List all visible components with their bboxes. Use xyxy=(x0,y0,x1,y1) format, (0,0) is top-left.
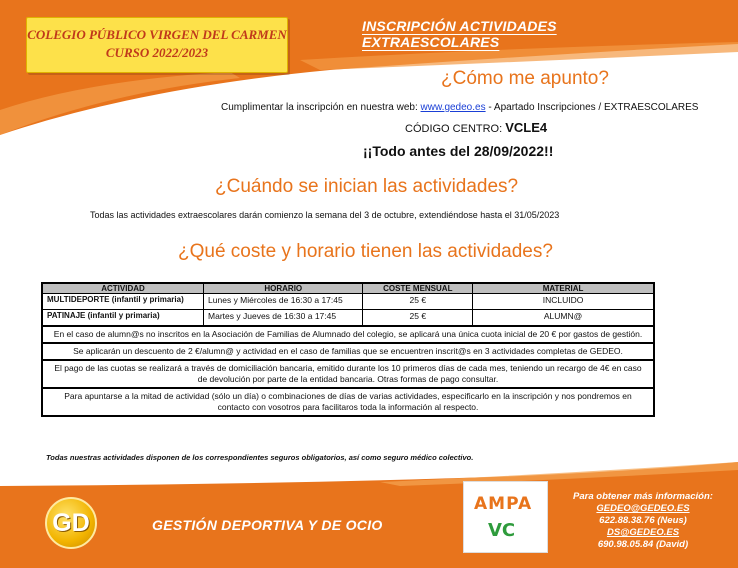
col-header-horario: HORARIO xyxy=(204,283,363,294)
table-note-row xyxy=(42,388,654,416)
cell-horario: Lunes y Miércoles de 16:30 a 17:45 xyxy=(204,294,363,310)
cell-material: ALUMN@ xyxy=(473,310,654,326)
note-partial: Para apuntarse a la mitad de actividad (sólo un día) o combinaciones de días de varias actividades, especificarlo en la inscripción y nos pondremos en contacto con vosotros para facilitaros toda la información al respecto. xyxy=(42,388,654,416)
insurance-note: Todas nuestras actividades disponen de los correspondientes seguros obligatorios, así como seguro médico colectivo. xyxy=(46,453,474,462)
table-row xyxy=(42,294,654,310)
school-name: COLEGIO PÚBLICO VIRGEN DEL CARMEN xyxy=(27,27,287,42)
ampa-logo-text xyxy=(474,494,532,514)
phone-david: 690.98.05.84 (David) xyxy=(597,539,689,550)
cell-material: INCLUIDO xyxy=(473,294,654,310)
signup-heading: ¿Cómo me apunto? xyxy=(441,68,609,89)
signup-instruction xyxy=(221,102,698,113)
banner-title: INSCRIPCIÓN ACTIVIDADES EXTRAESCOLARES xyxy=(362,18,557,50)
email-link-gedeo[interactable]: GEDEO@GEDEO.ES xyxy=(596,503,690,514)
center-code-value: VCLE4 xyxy=(505,120,548,135)
col-header-actividad: ACTIVIDAD xyxy=(42,283,204,294)
table-note-row xyxy=(42,326,654,343)
center-code-label: CÓDIGO CENTRO: xyxy=(405,123,506,135)
note-discount: Se aplicarán un descuento de 2 €/alumn@ y actividad en el caso de familias que se encuentren inscrit@s en 3 actividades completas de GEDEO. xyxy=(42,343,654,360)
deadline-text: ¡¡Todo antes del 28/09/2022!! xyxy=(363,143,554,159)
contact-info xyxy=(558,491,728,551)
start-heading: ¿Cuándo se inician las actividades? xyxy=(215,176,519,197)
table-header-row xyxy=(42,283,654,294)
contact-title: Para obtener más información: xyxy=(573,491,713,502)
email-link-ds[interactable]: DS@GEDEO.ES xyxy=(606,527,680,538)
school-year: CURSO 2022/2023 xyxy=(105,45,209,60)
website-link[interactable]: www.gedeo.es xyxy=(420,102,486,113)
center-code xyxy=(405,120,547,135)
ampa-logo xyxy=(463,481,548,553)
table-note-row xyxy=(42,343,654,360)
note-payment: El pago de las cuotas se realizará a través de domiciliación bancaria, emitido durante los 10 primeros días de cada mes, teniendo un recargo de 4€ en caso de devolución por parte de la entidad bancaria. Otras formas de pago consultar. xyxy=(42,360,654,388)
ampa-letters: AMPA xyxy=(474,494,533,514)
cell-actividad: PATINAJE (infantil y primaria) xyxy=(42,310,204,326)
signup-instruction-suffix: - Apartado Inscripciones / EXTRAESCOLARES xyxy=(485,102,699,113)
cell-coste: 25 € xyxy=(363,294,473,310)
note-registration-fee: En el caso de alumn@s no inscritos en la Asociación de Familias de Alumnado del colegio, se aplicará una única cuota inicial de 20 € por gastos de gestión. xyxy=(42,326,654,343)
start-text: Todas las actividades extraescolares darán comienzo la semana del 3 de octubre, extendiéndose hasta el 31/05/2023 xyxy=(90,210,560,220)
col-header-coste: COSTE MENSUAL xyxy=(363,283,473,294)
school-info-box xyxy=(26,17,288,73)
ampa-logo-sub xyxy=(488,520,515,541)
ampa-vc: VC xyxy=(488,520,516,541)
table-row xyxy=(42,310,654,326)
cell-actividad: MULTIDEPORTE (infantil y primaria) xyxy=(42,294,204,310)
cell-horario: Martes y Jueves de 16:30 a 17:45 xyxy=(204,310,363,326)
signup-instruction-prefix: Cumplimentar la inscripción en nuestra web: xyxy=(221,102,421,113)
cell-coste: 25 € xyxy=(363,310,473,326)
cost-heading: ¿Qué coste y horario tienen las actividades? xyxy=(178,241,553,262)
activities-table xyxy=(41,282,655,417)
table-note-row xyxy=(42,360,654,388)
company-name: GESTIÓN DEPORTIVA Y DE OCIO xyxy=(152,517,383,533)
phone-neus: 622.88.38.76 (Neus) xyxy=(599,515,687,526)
gd-logo: GD xyxy=(45,497,97,549)
col-header-material: MATERIAL xyxy=(473,283,654,294)
